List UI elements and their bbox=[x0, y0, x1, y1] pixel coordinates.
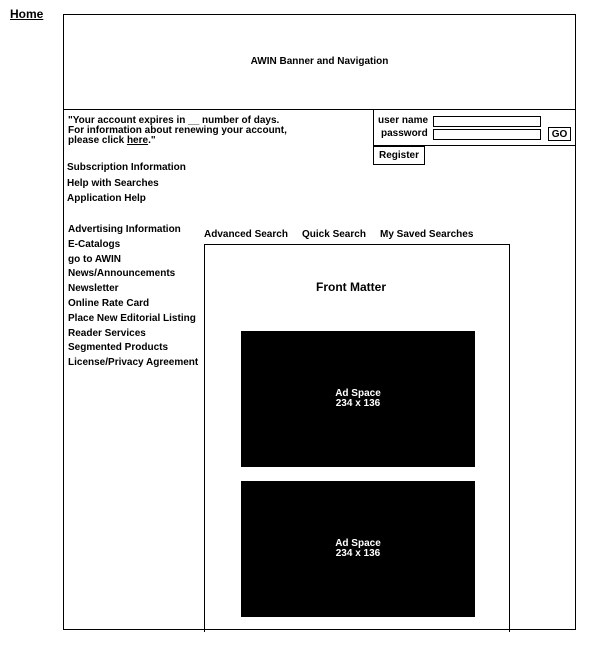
ad-space-1-label: Ad Space bbox=[335, 388, 381, 399]
ad-space-1-size: 234 x 136 bbox=[335, 398, 381, 409]
sidebar-item-place-new-editorial-listing[interactable]: Place New Editorial Listing bbox=[68, 313, 196, 324]
tab-quick-search[interactable]: Quick Search bbox=[302, 229, 366, 240]
expiry-notice-line3 bbox=[68, 136, 368, 146]
renew-account-link[interactable]: here bbox=[126, 135, 149, 146]
application-help-link[interactable]: Application Help bbox=[67, 193, 146, 204]
sidebar-item-license-privacy-agreement[interactable]: License/Privacy Agreement bbox=[68, 357, 199, 368]
sidebar-item-reader-services[interactable]: Reader Services bbox=[68, 328, 146, 339]
subscription-information-link[interactable]: Subscription Information bbox=[67, 162, 186, 173]
sidebar-item-online-rate-card[interactable]: Online Rate Card bbox=[68, 298, 150, 309]
sidebar-item-segmented-products[interactable]: Segmented Products bbox=[68, 342, 169, 353]
ad-space-1[interactable] bbox=[241, 331, 475, 467]
password-label: password bbox=[381, 128, 428, 139]
sidebar-item-e-catalogs[interactable]: E-Catalogs bbox=[68, 239, 121, 250]
sidebar-item-go-to-awin[interactable]: go to AWIN bbox=[68, 254, 121, 265]
home-link[interactable]: Home bbox=[10, 7, 44, 21]
front-matter-title: Front Matter bbox=[316, 280, 386, 294]
sidebar-item-newsletter[interactable]: Newsletter bbox=[68, 283, 119, 294]
password-input[interactable] bbox=[433, 129, 541, 140]
banner-title: AWIN Banner and Navigation bbox=[250, 56, 389, 67]
sidebar-item-news-announcements[interactable]: News/Announcements bbox=[68, 268, 176, 279]
tab-my-saved-searches[interactable]: My Saved Searches bbox=[380, 229, 474, 240]
expiry-notice-prefix: please click bbox=[68, 135, 127, 146]
help-with-searches-link[interactable]: Help with Searches bbox=[67, 178, 159, 189]
expiry-notice-line1: "Your account expires in __ number of days. bbox=[68, 115, 280, 126]
tab-advanced-search[interactable]: Advanced Search bbox=[204, 229, 288, 240]
username-label: user name bbox=[378, 115, 429, 126]
ad-space-2-size: 234 x 136 bbox=[335, 548, 381, 559]
account-expiry-notice bbox=[68, 116, 368, 146]
expiry-notice-suffix: ." bbox=[148, 135, 156, 146]
expiry-notice-line2: For information about renewing your account, bbox=[68, 125, 287, 136]
ad-space-2-label: Ad Space bbox=[335, 538, 381, 549]
ad-space-2[interactable] bbox=[241, 481, 475, 617]
sidebar-item-advertising-information[interactable]: Advertising Information bbox=[68, 224, 181, 235]
banner-navigation bbox=[63, 14, 576, 110]
register-button[interactable]: Register bbox=[373, 146, 425, 165]
go-button[interactable]: GO bbox=[548, 127, 571, 141]
username-input[interactable] bbox=[433, 116, 541, 127]
